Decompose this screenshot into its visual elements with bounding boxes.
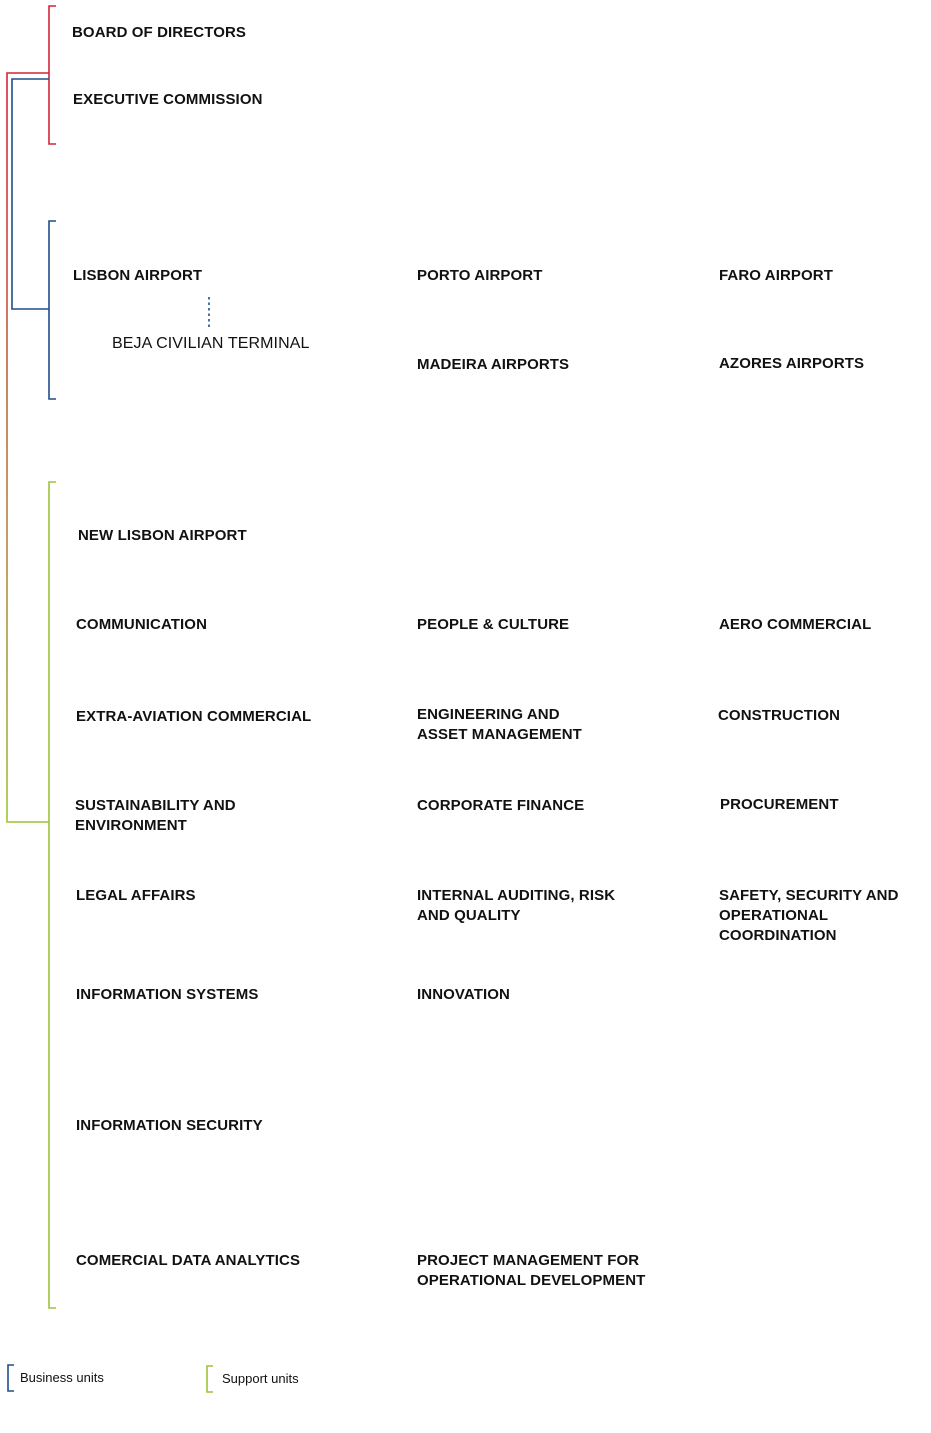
people-and-culture: PEOPLE & CULTURE bbox=[417, 616, 570, 633]
madeira-airports: MADEIRA AIRPORTS bbox=[417, 356, 570, 373]
azores-airports: AZORES AIRPORTS bbox=[719, 355, 865, 372]
legend-support-units: Support units bbox=[222, 1371, 299, 1386]
board-of-directors: BOARD OF DIRECTORS bbox=[72, 24, 247, 41]
beja-civilian-terminal: BEJA CIVILIAN TERMINAL bbox=[112, 335, 310, 352]
engineering-and-asset-management: ENGINEERING AND ASSET MANAGEMENT bbox=[417, 706, 582, 743]
innovation: INNOVATION bbox=[417, 986, 510, 1003]
corporate-finance: CORPORATE FINANCE bbox=[417, 797, 585, 814]
sustainability-and-environment: SUSTAINABILITY AND ENVIRONMENT bbox=[75, 797, 236, 834]
information-systems: INFORMATION SYSTEMS bbox=[76, 986, 259, 1003]
legend-support-bracket bbox=[207, 1366, 213, 1392]
executive-commission: EXECUTIVE COMMISSION bbox=[73, 91, 263, 108]
new-lisbon-airport: NEW LISBON AIRPORT bbox=[78, 527, 247, 544]
support-units-connector bbox=[7, 73, 49, 822]
legend-business-bracket bbox=[8, 1365, 14, 1391]
procurement: PROCUREMENT bbox=[720, 796, 839, 813]
legal-affairs: LEGAL AFFAIRS bbox=[76, 887, 196, 904]
faro-airport: FARO AIRPORT bbox=[719, 267, 833, 284]
construction: CONSTRUCTION bbox=[718, 707, 841, 724]
communication: COMMUNICATION bbox=[76, 616, 208, 633]
internal-auditing-risk-and-quality: INTERNAL AUDITING, RISK AND QUALITY bbox=[417, 887, 616, 924]
safety-security-and-operational-coordination: SAFETY, SECURITY AND OPERATIONAL COORDINATION bbox=[719, 887, 899, 944]
business-units-connector bbox=[12, 79, 49, 309]
business-units-bracket bbox=[49, 221, 56, 399]
porto-airport: PORTO AIRPORT bbox=[417, 267, 543, 284]
comercial-data-analytics: COMERCIAL DATA ANALYTICS bbox=[76, 1252, 301, 1269]
support-units-bracket bbox=[49, 482, 56, 1308]
lisbon-airport: LISBON AIRPORT bbox=[73, 267, 203, 284]
project-management-for-operational-development: PROJECT MANAGEMENT FOR OPERATIONAL DEVELOPMENT bbox=[417, 1252, 646, 1289]
extra-aviation-commercial: EXTRA-AVIATION COMMERCIAL bbox=[76, 708, 312, 725]
information-security: INFORMATION SECURITY bbox=[76, 1117, 263, 1134]
legend-business-units: Business units bbox=[20, 1370, 104, 1385]
governance-bracket bbox=[49, 6, 56, 144]
aero-commercial: AERO COMMERCIAL bbox=[719, 616, 872, 633]
